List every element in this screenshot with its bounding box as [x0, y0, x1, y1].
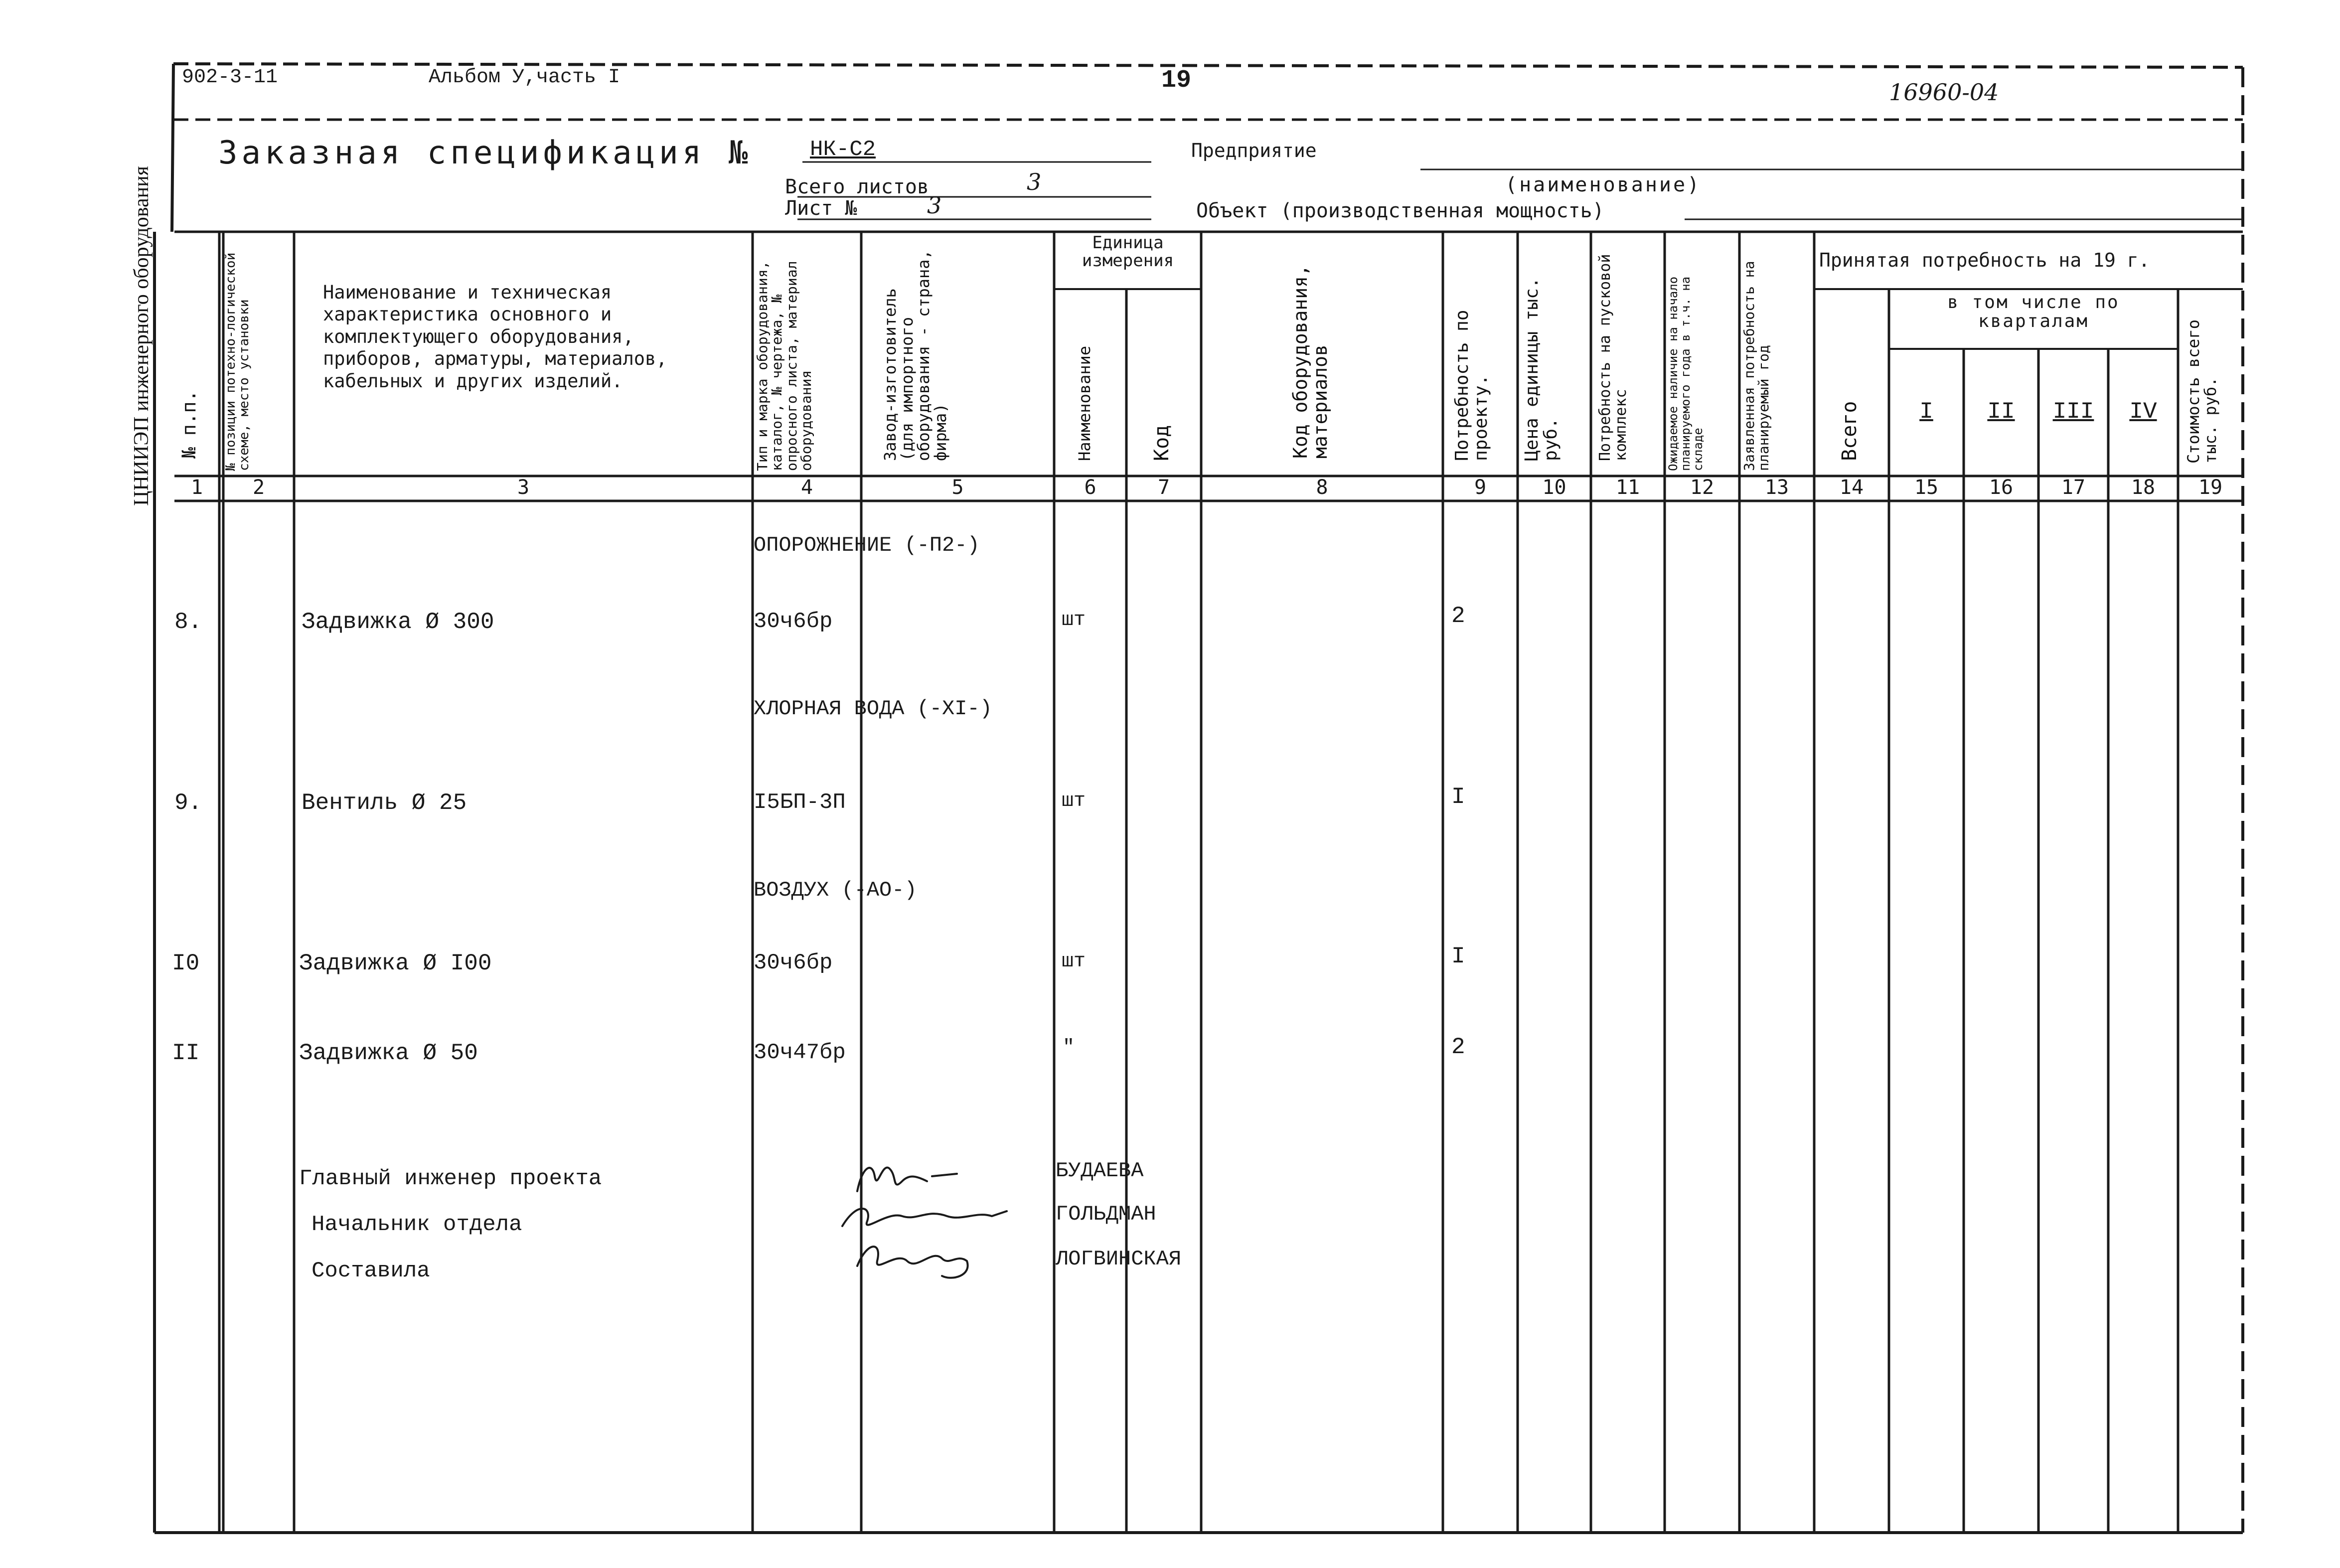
item-unit: шт: [1062, 609, 1086, 631]
item-qty: 2: [1451, 1034, 1465, 1060]
spec-number: НК-С2: [810, 137, 876, 162]
section-heading: ОПОРОЖНЕНИЕ (-П2-): [754, 533, 980, 557]
col12-header: Ожидаемое наличие на начало планируемого года в т.ч. на складе: [1666, 276, 1706, 471]
row-number: II: [172, 1040, 200, 1066]
sheet-label: Лист №: [785, 197, 857, 220]
col-number: 8: [1316, 476, 1328, 499]
col1-header: № п.п.: [178, 390, 200, 459]
unit-group-header: Единица измерения: [1082, 233, 1174, 271]
col14-header: Всего: [1838, 401, 1861, 461]
col6-header: Наименование: [1075, 345, 1094, 461]
page-number: 19: [1161, 66, 1192, 95]
signature-role: Составила: [312, 1258, 430, 1283]
need-group-header: Принятая потребность на 19 г.: [1819, 249, 2150, 271]
section-heading: ВОЗДУХ (-АО-): [754, 878, 917, 902]
col8-header: Код оборудования, материалов: [1289, 265, 1331, 459]
item-unit: ": [1063, 1037, 1075, 1059]
item-type: 30ч6бр: [754, 950, 833, 975]
sheets-label: Всего листов: [785, 175, 929, 198]
col5-header: Завод-изготовитель (для импортного оборудования - страна, фирма): [881, 250, 950, 461]
col-number: 10: [1542, 476, 1566, 499]
album-label: Альбом У,часть I: [429, 66, 621, 89]
item-qty: I: [1451, 943, 1465, 969]
quarter-group-header: в том числе по кварталам: [1947, 292, 2120, 331]
col-number: 7: [1157, 476, 1170, 499]
col-number: 3: [517, 476, 530, 499]
col4-header: Тип и марка оборудования, каталог, № чертежа, № опросного листа, материал оборудования: [754, 261, 815, 471]
enterprise-label: Предприятие: [1191, 140, 1317, 161]
section-heading: ХЛОРНАЯ ВОДА (-XI-): [754, 697, 992, 721]
handwritten-signatures: [827, 1146, 1042, 1296]
col-number: 12: [1690, 476, 1715, 499]
col-number: 9: [1474, 476, 1487, 499]
col-number: 5: [951, 476, 964, 499]
col16-header: II: [1987, 399, 2015, 425]
col-number: 16: [1989, 476, 2014, 499]
item-name: Задвижка Ø 50: [299, 1040, 478, 1066]
item-unit: шт: [1062, 950, 1086, 973]
item-qty: I: [1451, 784, 1465, 810]
col3-header: Наименование и техническая характеристика основного и комплектующего оборудования, приборов, арматуры, материалов, кабельных и других изделий.: [323, 282, 667, 392]
naming-label: (наименование): [1505, 173, 1702, 196]
signature-role: Главный инженер проекта: [299, 1166, 602, 1191]
col18-header: IV: [2129, 399, 2157, 425]
col-number: 13: [1764, 476, 1789, 499]
col-number: 2: [252, 476, 265, 499]
col9-header: Потребность по проекту.: [1452, 310, 1491, 461]
item-qty: 2: [1451, 603, 1465, 629]
object-label: Объект (производственная мощность): [1196, 199, 1604, 222]
col2-header: № позиции потехно-логической схеме, место установки: [223, 252, 252, 471]
item-unit: шт: [1062, 790, 1086, 812]
col-number: 6: [1084, 476, 1096, 499]
col-number: 17: [2061, 476, 2086, 499]
item-type: I5БП-3П: [754, 790, 846, 815]
col-number: 18: [2131, 476, 2156, 499]
sheet-value: 3: [927, 192, 942, 219]
row-number: 8.: [174, 609, 202, 635]
col-number: 14: [1839, 476, 1864, 499]
col11-header: Потребность на пусковой комплекс: [1596, 254, 1630, 461]
col19-header: Стоимость всего тыс. руб.: [2184, 319, 2220, 464]
signatory-name: ЛОГВИНСКАЯ: [1056, 1247, 1182, 1271]
col-number: 4: [800, 476, 813, 499]
col15-header: I: [1919, 399, 1933, 425]
col7-header: Код: [1150, 425, 1173, 461]
col-number: 11: [1615, 476, 1640, 499]
doc-code: 902-3-11: [182, 66, 278, 89]
item-name: Задвижка Ø I00: [299, 950, 492, 976]
item-name: Вентиль Ø 25: [302, 790, 467, 816]
col-number: 15: [1914, 476, 1939, 499]
signatory-name: ГОЛЬДМАН: [1056, 1202, 1156, 1226]
sheets-value: 3: [1027, 168, 1042, 195]
row-number: I0: [172, 950, 200, 976]
item-type: 30ч47бр: [754, 1040, 846, 1065]
col-number: 19: [2198, 476, 2223, 499]
item-type: 30ч6бр: [754, 609, 833, 634]
signature-role: Начальник отдела: [312, 1212, 522, 1237]
col13-header: Заявленная потребность на планируемый год: [1741, 261, 1772, 471]
spec-title: Заказная спецификация №: [218, 135, 752, 171]
side-stamp: ЦНИИЭП инженерного оборудования: [130, 166, 153, 506]
col-number: 1: [190, 476, 203, 499]
col17-header: III: [2052, 399, 2094, 425]
inventory-number: 16960-04: [1889, 79, 1999, 106]
signatory-name: БУДАЕВА: [1056, 1159, 1144, 1183]
row-number: 9.: [174, 790, 202, 816]
col10-header: Цена единицы тыс. руб.: [1522, 277, 1561, 461]
item-name: Задвижка Ø 300: [302, 609, 494, 635]
